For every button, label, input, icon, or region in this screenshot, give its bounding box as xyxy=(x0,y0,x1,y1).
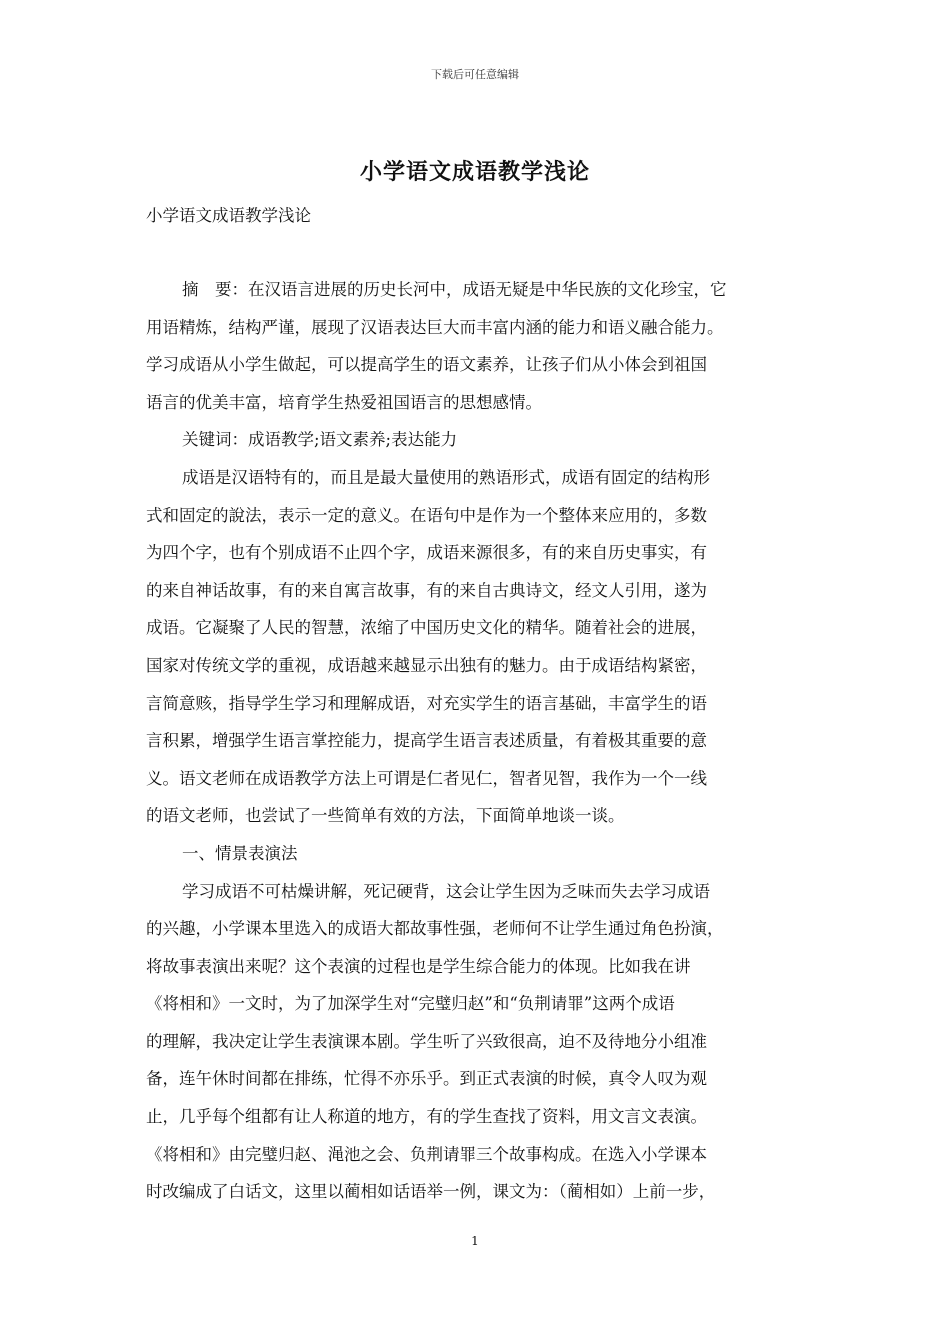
paragraph-line: 时改编成了白话文，这里以蔺相如话语举一例，课文为：（蔺相如）上前一步， xyxy=(146,1182,716,1202)
paragraph-line: 学习成语不可枯燥讲解，死记硬背，这会让学生因为乏味而失去学习成语 xyxy=(182,881,710,901)
abstract-line: 语言的优美丰富，培育学生热爱祖国语言的思想感情。 xyxy=(146,392,542,412)
section-heading: 一、情景表演法 xyxy=(182,843,298,863)
paragraph-line: 式和固定的說法，表示一定的意义。在语句中是作为一个整体来应用的，多数 xyxy=(146,505,707,525)
paragraph-line: 将故事表演出来呢？这个表演的过程也是学生综合能力的体现。比如我在讲 xyxy=(146,956,691,976)
paragraph-line: 《将相和》一文时，为了加深学生对“完璧归赵”和“负荆请罪”这两个成语 xyxy=(146,994,675,1014)
paragraph-line: 止，几乎每个组都有让人称道的地方，有的学生查找了资料，用文言文表演。 xyxy=(146,1107,707,1127)
abstract-line: 用语精炼，结构严谨，展现了汉语表达巨大而丰富内涵的能力和语义融合能力。 xyxy=(146,317,724,337)
paragraph-line: 言积累，增强学生语言掌控能力，提高学生语言表述质量，有着极其重要的意 xyxy=(146,731,707,751)
abstract-line: 摘 要：在汉语言进展的历史长河中，成语无疑是中华民族的文化珍宝，它 xyxy=(182,280,727,299)
paragraph-line: 的理解，我决定让学生表演课本剧。学生听了兴致很高，迫不及待地分小组准 xyxy=(146,1031,707,1051)
document-title: 小学语文成语教学浅论 xyxy=(359,159,590,185)
abstract-line: 学习成语从小学生做起，可以提高学生的语文素养，让孩子们从小体会到祖国 xyxy=(146,355,707,375)
paragraph-line: 为四个字，也有个别成语不止四个字，成语来源很多，有的来自历史事实，有 xyxy=(146,543,707,563)
document-body xyxy=(146,271,808,1211)
paragraph-line: 备，连午休时间都在排练，忙得不亦乐乎。到正式表演的时候，真令人叹为观 xyxy=(146,1069,707,1089)
paragraph-line: 义。语文老师在成语教学方法上可谓是仁者见仁，智者见智，我作为一个一线 xyxy=(146,768,707,788)
paragraph-line: 成语是汉语特有的，而且是最大量使用的熟语形式，成语有固定的结构形 xyxy=(182,467,710,487)
paragraph-line: 的兴趣，小学课本里选入的成语大都故事性强，老师何不让学生通过角色扮演， xyxy=(146,919,724,939)
paragraph-line: 国家对传统文学的重视，成语越来越显示出独有的魅力。由于成语结构紧密， xyxy=(146,655,707,675)
page-header-note: 下载后可任意编辑 xyxy=(431,68,519,81)
keywords-line: 关键词：成语教学;语文素养;表达能力 xyxy=(182,430,458,450)
document-subtitle: 小学语文成语教学浅论 xyxy=(146,206,311,225)
paragraph-line: 的语文老师，也尝试了一些简单有效的方法，下面简单地谈一谈。 xyxy=(146,806,625,826)
paragraph-line: 的来自神话故事，有的来自寓言故事，有的来自古典诗文，经文人引用，遂为 xyxy=(146,580,707,600)
paragraph-line: 言简意赅，指导学生学习和理解成语，对充实学生的语言基础，丰富学生的语 xyxy=(146,693,707,713)
paragraph-line: 《将相和》由完璧归赵、渑池之会、负荆请罪三个故事构成。在选入小学课本 xyxy=(146,1144,707,1164)
paragraph-line: 成语。它凝聚了人民的智慧，浓缩了中国历史文化的精华。随着社会的进展， xyxy=(146,618,707,638)
page-number: 1 xyxy=(471,1234,479,1248)
